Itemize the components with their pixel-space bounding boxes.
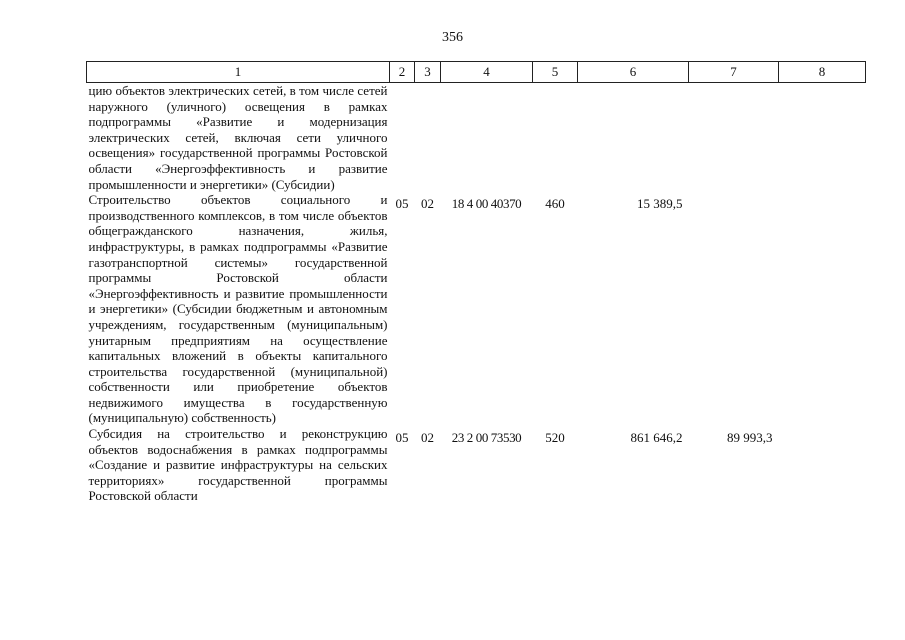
column-header-4: 4 bbox=[441, 62, 533, 83]
column-header-6: 6 bbox=[578, 62, 689, 83]
cell-amount-7 bbox=[689, 192, 779, 426]
column-header-5: 5 bbox=[533, 62, 578, 83]
cell-amount-7 bbox=[689, 83, 779, 193]
budget-table bbox=[86, 61, 866, 504]
cell-section: 05 bbox=[395, 430, 409, 446]
row-description: Субсидия на строительство и реконструкцию объектов водоснабжения в рамках подпрограммы «Создание и развитие инфраструктуры на сельских территориях» государственной программы Ростовской области bbox=[88, 426, 388, 504]
cell-subsection bbox=[415, 83, 441, 193]
cell-subsection: 02 bbox=[421, 196, 434, 212]
column-header-3: 3 bbox=[415, 62, 441, 83]
table-row bbox=[87, 83, 866, 193]
column-header-2: 2 bbox=[390, 62, 415, 83]
row-description: цию объектов электрических сетей, в том числе сетей наружного (уличного) освещения в рамках подпрограммы «Развитие и модернизация электрических сетей, включая сети уличного освещения» государственной программы Ростовской области «Энергоэффективность и развитие промышленности и энергетики» (Субсидии) bbox=[88, 83, 388, 192]
cell-target-article bbox=[441, 83, 533, 193]
table-row bbox=[87, 426, 866, 504]
cell-amount-7: 89 993,3 bbox=[727, 430, 773, 446]
cell-expense-type bbox=[533, 83, 578, 193]
cell-expense-type: 520 bbox=[545, 430, 565, 446]
cell-section bbox=[390, 83, 415, 193]
cell-target-article: 18 4 00 40370 bbox=[451, 196, 522, 212]
cell-target-article: 23 2 00 73530 bbox=[451, 430, 522, 446]
cell-section: 05 bbox=[395, 196, 409, 212]
cell-amount-8 bbox=[779, 426, 866, 504]
cell-amount-6: 15 389,5 bbox=[637, 196, 683, 212]
page-number: 356 bbox=[442, 30, 463, 45]
cell-amount-6 bbox=[578, 83, 689, 193]
cell-amount-8 bbox=[779, 83, 866, 193]
column-header-8: 8 bbox=[779, 62, 866, 83]
cell-subsection: 02 bbox=[421, 430, 434, 446]
column-number-header bbox=[87, 62, 866, 83]
row-description: Строительство объектов социального и производственного комплексов, в том числе объектов общегражданского назначения, жилья, инфраструктуры, в рамках подпрограммы «Развитие газотранспортной системы» государственной программы Ростовской области «Энергоэффективность и развитие промышленности и энергетики» (Субсидии бюджетным и автономным учреждениям, государственным (муниципальным) унитарным предприятиям на осуществление капитальных вложений в объекты капитального строительства государственной (муниципальной) собственности или приобретение объектов недвижимого имущества в государственную (муниципальную) собственность) bbox=[88, 192, 388, 426]
cell-amount-6: 861 646,2 bbox=[630, 430, 683, 446]
column-header-1: 1 bbox=[87, 62, 390, 83]
column-header-7: 7 bbox=[689, 62, 779, 83]
cell-amount-8 bbox=[779, 192, 866, 426]
table-row bbox=[87, 192, 866, 426]
cell-expense-type: 460 bbox=[545, 196, 565, 212]
